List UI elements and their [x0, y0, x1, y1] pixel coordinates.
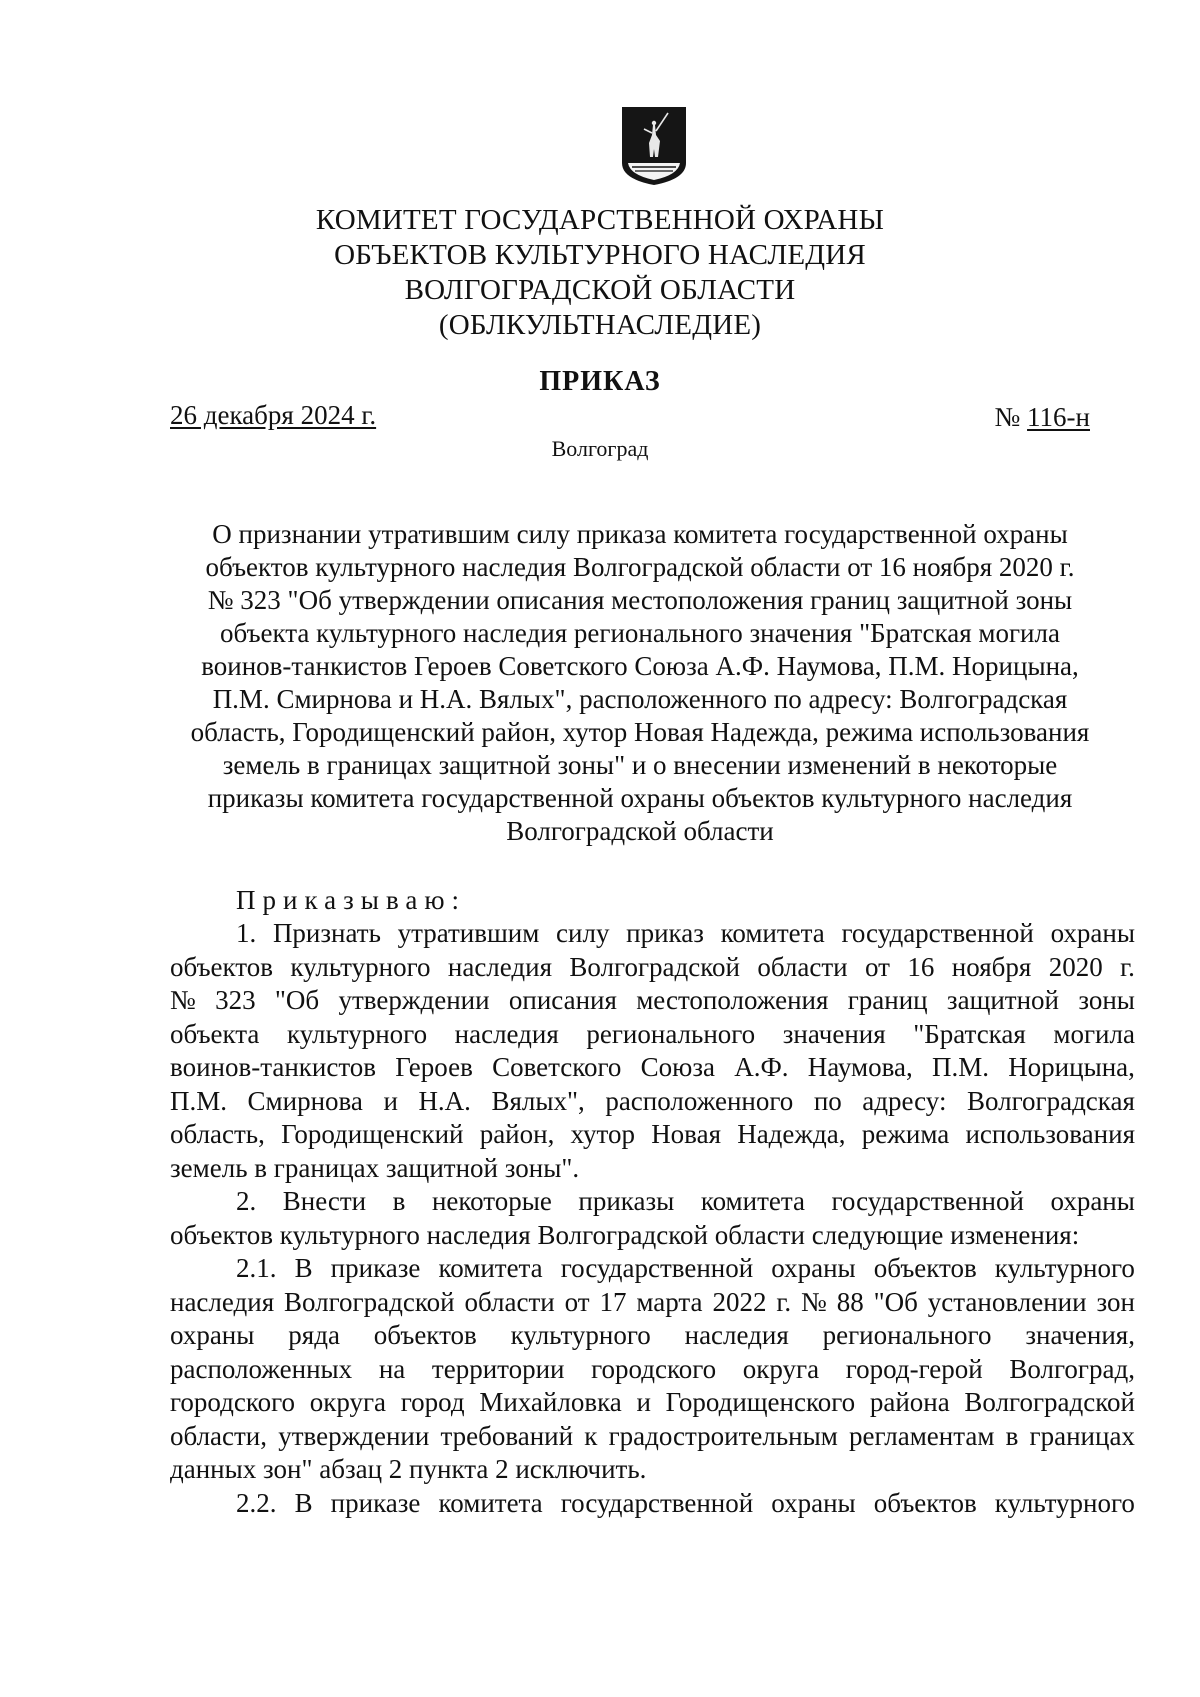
document-city: Волгоград: [551, 436, 649, 461]
body-line: П.М. Смирнова и Н.А. Вялых", расположенного по адресу: Волгоградская: [170, 1085, 1135, 1116]
subject-line: приказы комитета государственной охраны объектов культурного наследия: [207, 783, 1073, 813]
subject-line: объекта культурного наследия регионального значения "Братская могила: [220, 618, 1060, 648]
body-line: объектов культурного наследия Волгоградской области следующие изменения:: [170, 1219, 1080, 1250]
subject-line: воинов-танкистов Героев Советского Союза А.Ф. Наумова, П.М. Норицына,: [201, 651, 1079, 681]
subject-line: Волгоградской области: [506, 816, 774, 846]
body-line: земель в границах защитной зоны".: [170, 1152, 580, 1183]
org-line-2: ОБЪЕКТОВ КУЛЬТУРНОГО НАСЛЕДИЯ: [334, 239, 866, 271]
document-type-title: ПРИКАЗ: [539, 366, 661, 397]
org-line-1: КОМИТЕТ ГОСУДАРСТВЕННОЙ ОХРАНЫ: [315, 204, 885, 236]
body-line: область, Городищенский район, хутор Новая Надежда, режима использования: [170, 1119, 1135, 1149]
body-line: воинов-танкистов Героев Советского Союза А.Ф. Наумова, П.М. Норицына,: [170, 1052, 1135, 1082]
body-line: 2.1. В приказе комитета государственной охраны объектов культурного: [236, 1253, 1135, 1283]
subject-line: земель в границах защитной зоны" и о внесении изменений в некоторые: [222, 750, 1058, 780]
org-line-3: ВОЛГОГРАДСКОЙ ОБЛАСТИ: [404, 274, 796, 306]
body-line: наследия Волгоградской области от 17 марта 2022 г. № 88 "Об установлении зон: [170, 1286, 1135, 1317]
body-line: охраны ряда объектов культурного наследия регионального значения,: [170, 1320, 1135, 1350]
body-line: № 323 "Об утверждении описания местоположения границ защитной зоны: [170, 985, 1135, 1015]
document-number-prefix: №: [994, 402, 1028, 432]
coat-of-arms-emblem: [620, 105, 688, 187]
document-body: [170, 917, 1135, 1520]
body-line: расположенных на территории городского округа город-герой Волгоград,: [170, 1353, 1135, 1384]
document-number-value: 116-н: [1027, 402, 1090, 432]
document-number: [995, 402, 1090, 433]
subject-line: область, Городищенский район, хутор Новая Надежда, режима использования: [190, 717, 1090, 747]
document-subject: [160, 518, 1120, 848]
body-line: 2.2. В приказе комитета государственной охраны объектов культурного: [236, 1487, 1135, 1518]
subject-line: П.М. Смирнова и Н.А. Вялых", расположенного по адресу: Волгоградская: [212, 684, 1068, 714]
body-line: области, утверждении требований к градостроительным регламентам в границах: [170, 1420, 1135, 1451]
body-line: объекта культурного наследия регионального значения "Братская могила: [170, 1018, 1135, 1049]
subject-line: № 323 "Об утверждении описания местоположения границ защитной зоны: [207, 585, 1073, 615]
body-line: объектов культурного наследия Волгоградской области от 16 ноября 2020 г.: [170, 951, 1135, 982]
organization-name: [250, 203, 950, 343]
org-line-4: (ОБЛКУЛЬТНАСЛЕДИЕ): [438, 309, 762, 341]
document-date: 26 декабря 2024 г.: [170, 400, 377, 430]
subject-line: О признании утратившим силу приказа комитета государственной охраны: [212, 519, 1068, 549]
body-line: 2. Внести в некоторые приказы комитета государственной охраны: [236, 1186, 1135, 1216]
body-line: городского округа город Михайловка и Городищенского района Волгоградской: [170, 1387, 1135, 1417]
body-line: 1. Признать утратившим силу приказ комитета государственной охраны: [236, 918, 1135, 948]
subject-line: объектов культурного наследия Волгоградской области от 16 ноября 2020 г.: [205, 552, 1075, 582]
body-line: данных зон" абзац 2 пункта 2 исключить.: [170, 1454, 647, 1484]
order-word: Приказываю:: [236, 885, 466, 915]
